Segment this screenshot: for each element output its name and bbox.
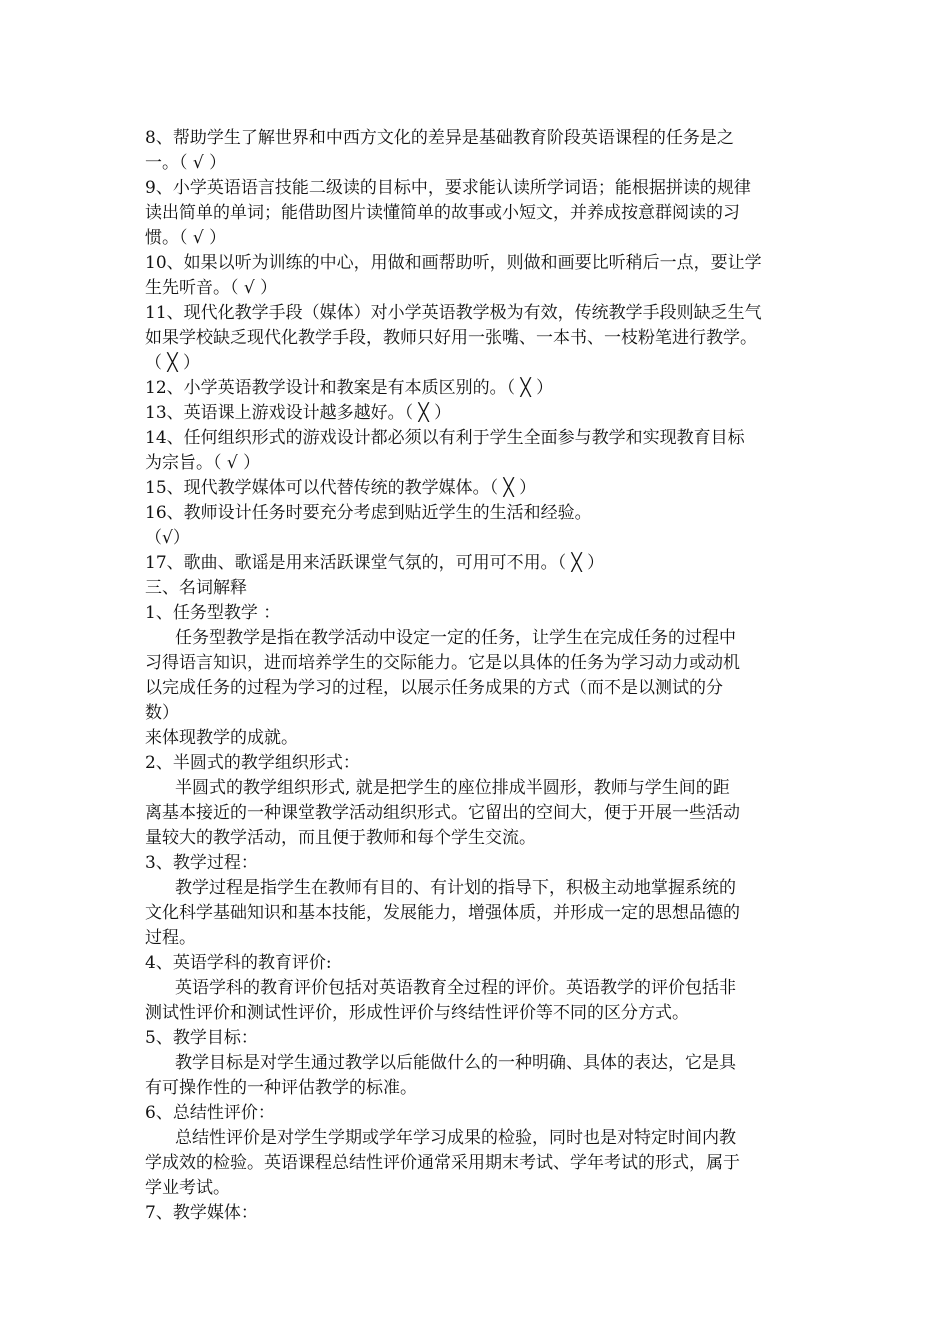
text-line: 三、名词解释 — [145, 578, 247, 598]
text-line: 惯。（ √ ） — [145, 228, 227, 248]
text-line: 如果学校缺乏现代化教学手段，教师只好用一张嘴、一本书、一枝粉笔进行教学。 — [145, 328, 757, 348]
text-line: 8、帮助学生了解世界和中西方文化的差异是基础教育阶段英语课程的任务是之 — [145, 128, 734, 148]
document-page — [145, 126, 810, 1226]
text-line: 10、如果以听为训练的中心，用做和画帮助听，则做和画要比听稍后一点，要让学 — [145, 253, 762, 273]
text-line: （ ╳ ） — [145, 353, 201, 373]
text-line: 教学目标是对学生通过教学以后能做什么的一种明确、具体的表达，它是具 — [175, 1053, 736, 1073]
text-line: 英语学科的教育评价包括对英语教育全过程的评价。英语教学的评价包括非 — [175, 978, 736, 998]
text-line: 以完成任务的过程为学习的过程，以展示任务成果的方式（而不是以测试的分 — [145, 678, 723, 698]
text-line: 13、英语课上游戏设计越多越好。（ ╳ ） — [145, 403, 452, 423]
text-line: 测试性评价和测试性评价，形成性评价与终结性评价等不同的区分方式。 — [145, 1003, 689, 1023]
text-line: 总结性评价是对学生学期或学年学习成果的检验，同时也是对特定时间内教 — [175, 1128, 736, 1148]
text-line: 17、歌曲、歌谣是用来活跃课堂气氛的，可用可不用。（ ╳ ） — [145, 553, 605, 573]
text-line: 4、英语学科的教育评价: — [145, 953, 332, 973]
text-line: 16、教师设计任务时要充分考虑到贴近学生的生活和经验。 — [145, 503, 592, 523]
text-line: （√） — [145, 528, 190, 548]
text-line: 读出简单的单词；能借助图片读懂简单的故事或小短文，并养成按意群阅读的习 — [145, 203, 740, 223]
text-line: 5、教学目标： — [145, 1028, 258, 1048]
text-line: 2、半圆式的教学组织形式： — [145, 753, 360, 773]
text-line: 来体现教学的成就。 — [145, 728, 298, 748]
text-line: 任务型教学是指在教学活动中设定一定的任务，让学生在完成任务的过程中 — [175, 628, 736, 648]
text-line: 6、总结性评价： — [145, 1103, 275, 1123]
text-line: 15、现代教学媒体可以代替传统的教学媒体。（ ╳ ） — [145, 478, 537, 498]
text-line: 12、小学英语教学设计和教案是有本质区别的。（ ╳ ） — [145, 378, 554, 398]
text-line: 7、教学媒体： — [145, 1203, 258, 1223]
text-line: 11、现代化教学手段（媒体）对小学英语教学极为有效，传统教学手段则缺乏生气 — [145, 303, 762, 323]
text-line: 教学过程是指学生在教师有目的、有计划的指导下，积极主动地掌握系统的 — [175, 878, 736, 898]
text-line: 有可操作性的一种评估教学的标准。 — [145, 1078, 417, 1098]
text-line: 文化科学基础知识和基本技能，发展能力，增强体质，并形成一定的思想品德的 — [145, 903, 740, 923]
text-line: 1、任务型教学 ： — [145, 603, 281, 623]
text-line: 3、教学过程： — [145, 853, 258, 873]
text-line: 9、小学英语语言技能二级读的目标中，要求能认读所学词语；能根据拼读的规律 — [145, 178, 751, 198]
text-line: 一。（ √ ） — [145, 153, 227, 173]
text-line: 14、任何组织形式的游戏设计都必须以有利于学生全面参与教学和实现教育目标 — [145, 428, 745, 448]
text-line: 过程。 — [145, 928, 196, 948]
text-line: 量较大的教学活动，而且便于教师和每个学生交流。 — [145, 828, 536, 848]
text-line: 学成效的检验。英语课程总结性评价通常采用期末考试、学年考试的形式，属于 — [145, 1153, 740, 1173]
text-line: 习得语言知识，进而培养学生的交际能力。它是以具体的任务为学习动力或动机 — [145, 653, 740, 673]
text-line: 为宗旨。（ √ ） — [145, 453, 261, 473]
text-line: 数） — [145, 703, 179, 723]
text-line: 离基本接近的一种课堂教学活动组织形式。它留出的空间大，便于开展一些活动 — [145, 803, 740, 823]
text-line: 生先听音。（ √ ） — [145, 278, 278, 298]
text-line: 半圆式的教学组织形式, 就是把学生的座位排成半圆形，教师与学生间的距 — [175, 778, 730, 798]
text-line: 学业考试。 — [145, 1178, 230, 1198]
